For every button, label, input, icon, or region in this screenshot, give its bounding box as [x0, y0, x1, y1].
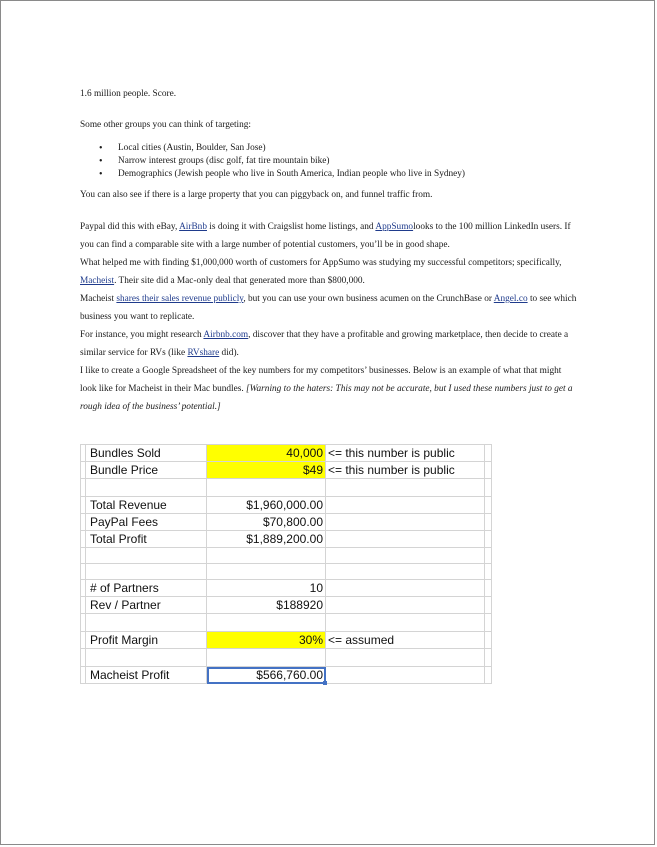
- cell[interactable]: [326, 649, 485, 667]
- partners-value[interactable]: 10: [207, 580, 326, 597]
- bundle-price-label[interactable]: Bundle Price: [86, 462, 207, 479]
- profit-margin-label[interactable]: Profit Margin: [86, 632, 207, 649]
- airbnb-com-link[interactable]: Airbnb.com: [203, 330, 249, 340]
- rvshare-link[interactable]: RVshare: [187, 348, 220, 358]
- cell[interactable]: [207, 614, 326, 632]
- table-row: [81, 479, 492, 497]
- bundle-price-note[interactable]: <= this number is public: [326, 462, 485, 479]
- table-row: [81, 564, 492, 580]
- text-run: . Their site did a Mac-only deal that generated more than $800,000.: [114, 276, 365, 286]
- cell[interactable]: [86, 479, 207, 497]
- cell[interactable]: [326, 580, 485, 597]
- table-row: [81, 514, 492, 531]
- cell[interactable]: [485, 667, 492, 684]
- angel-co-link[interactable]: Angel.co: [493, 294, 528, 304]
- cell[interactable]: [326, 564, 485, 580]
- macheist-spreadsheet: [80, 444, 492, 684]
- sales-revenue-link[interactable]: shares their sales revenue publicly: [116, 294, 244, 304]
- paypal-fees-value[interactable]: $70,800.00: [207, 514, 326, 531]
- helped-paragraph: [80, 254, 580, 290]
- table-row: [81, 632, 492, 649]
- cell[interactable]: [326, 614, 485, 632]
- bundle-price-value[interactable]: $49: [207, 462, 326, 479]
- list-item: • Demographics (Jewish people who live in South America, Indian people who live in Sydney): [80, 168, 580, 181]
- text-run: Paypal did this with eBay,: [80, 222, 180, 232]
- table-row: [81, 445, 492, 462]
- macheist-link[interactable]: Macheist: [80, 276, 115, 286]
- groups-list: [80, 142, 580, 181]
- cell[interactable]: [207, 548, 326, 564]
- text-run: to see which business you want to replicate.: [80, 294, 577, 322]
- table-row: [81, 531, 492, 548]
- macheist-profit-value[interactable]: $566,760.00: [207, 667, 326, 684]
- cell[interactable]: [326, 597, 485, 614]
- table-row: [81, 667, 492, 684]
- cell[interactable]: [485, 445, 492, 462]
- table-row: [81, 462, 492, 479]
- paypal-paragraph: [80, 218, 580, 254]
- rev-partner-value[interactable]: $188920: [207, 597, 326, 614]
- cell[interactable]: [326, 531, 485, 548]
- table-row: [81, 597, 492, 614]
- cell[interactable]: [326, 667, 485, 684]
- cell[interactable]: [485, 614, 492, 632]
- cell[interactable]: [326, 548, 485, 564]
- cell[interactable]: [485, 531, 492, 548]
- cell[interactable]: [86, 548, 207, 564]
- text-run: , but you can use your own business acumen on the CrunchBase or: [243, 294, 494, 304]
- cell[interactable]: [207, 479, 326, 497]
- cell[interactable]: [207, 649, 326, 667]
- list-item: • Local cities (Austin, Boulder, San Jose): [80, 142, 580, 155]
- table-row: [81, 580, 492, 597]
- text-run: I like to create a Google Spreadsheet of the key numbers for my competitors’ businesses. Below is an example of what that might look like for Macheist in their Mac bundles.: [80, 366, 562, 394]
- text-run: What helped me with finding $1,000,000 worth of customers for AppSumo was studying my successful competitors; specifically,: [80, 258, 562, 268]
- text-run: did).: [219, 348, 239, 358]
- text-run: looks to the 100 million LinkedIn users. If you can find a comparable site with a large number of potential customers, you’ll be in good shape.: [80, 222, 571, 250]
- bundles-sold-note[interactable]: <= this number is public: [326, 445, 485, 462]
- document-body: [80, 85, 580, 416]
- groups-heading: Some other groups you can think of targeting:: [80, 120, 252, 130]
- appsumo-link[interactable]: AppSumo: [375, 222, 414, 232]
- cell[interactable]: [86, 564, 207, 580]
- text-run: Macheist: [80, 294, 117, 304]
- cell[interactable]: [485, 632, 492, 649]
- paypal-fees-label[interactable]: PayPal Fees: [86, 514, 207, 531]
- cell[interactable]: [86, 614, 207, 632]
- total-profit-label[interactable]: Total Profit: [86, 531, 207, 548]
- cell[interactable]: [485, 514, 492, 531]
- bundles-sold-label[interactable]: Bundles Sold: [86, 445, 207, 462]
- list-item: • Narrow interest groups (disc golf, fat tire mountain bike): [80, 155, 580, 168]
- cell[interactable]: [485, 479, 492, 497]
- intro-line: 1.6 million people. Score.: [80, 89, 177, 99]
- table-row: [81, 649, 492, 667]
- total-profit-value[interactable]: $1,889,200.00: [207, 531, 326, 548]
- total-revenue-label[interactable]: Total Revenue: [86, 497, 207, 514]
- piggyback-paragraph: You can also see if there is a large property that you can piggyback on, and funnel traffic from.: [80, 190, 433, 200]
- cell[interactable]: [485, 548, 492, 564]
- cell[interactable]: [485, 597, 492, 614]
- cell[interactable]: [326, 479, 485, 497]
- profit-margin-note[interactable]: <= assumed: [326, 632, 485, 649]
- macheist-profit-label[interactable]: Macheist Profit: [86, 667, 207, 684]
- text-run: is doing it with Craigslist home listings, and: [206, 222, 376, 232]
- text-run: , discover that they have a profitable and growing marketplace, then decide to create a similar service for RVs (like: [80, 330, 569, 358]
- partners-label[interactable]: # of Partners: [86, 580, 207, 597]
- bundles-sold-value[interactable]: 40,000: [207, 445, 326, 462]
- rev-partner-label[interactable]: Rev / Partner: [86, 597, 207, 614]
- cell[interactable]: [485, 580, 492, 597]
- airbnb-link[interactable]: AirBnb: [179, 222, 207, 232]
- profit-margin-value[interactable]: 30%: [207, 632, 326, 649]
- cell[interactable]: [207, 564, 326, 580]
- macheist-paragraph: [80, 290, 580, 326]
- cell[interactable]: [485, 497, 492, 514]
- table-row: [81, 548, 492, 564]
- table-row: [81, 614, 492, 632]
- cell[interactable]: [86, 649, 207, 667]
- warning-note: [Warning to the haters: This may not be accurate, but I used these numbers just to get a rough idea of the business’ potential.]: [80, 384, 573, 412]
- cell[interactable]: [326, 514, 485, 531]
- cell[interactable]: [485, 462, 492, 479]
- cell[interactable]: [485, 649, 492, 667]
- table-row: [81, 497, 492, 514]
- cell[interactable]: [485, 564, 492, 580]
- spreadsheet-paragraph: [80, 362, 580, 416]
- instance-paragraph: [80, 326, 580, 362]
- cell[interactable]: [326, 497, 485, 514]
- text-run: For instance, you might research: [80, 330, 204, 340]
- total-revenue-value[interactable]: $1,960,000.00: [207, 497, 326, 514]
